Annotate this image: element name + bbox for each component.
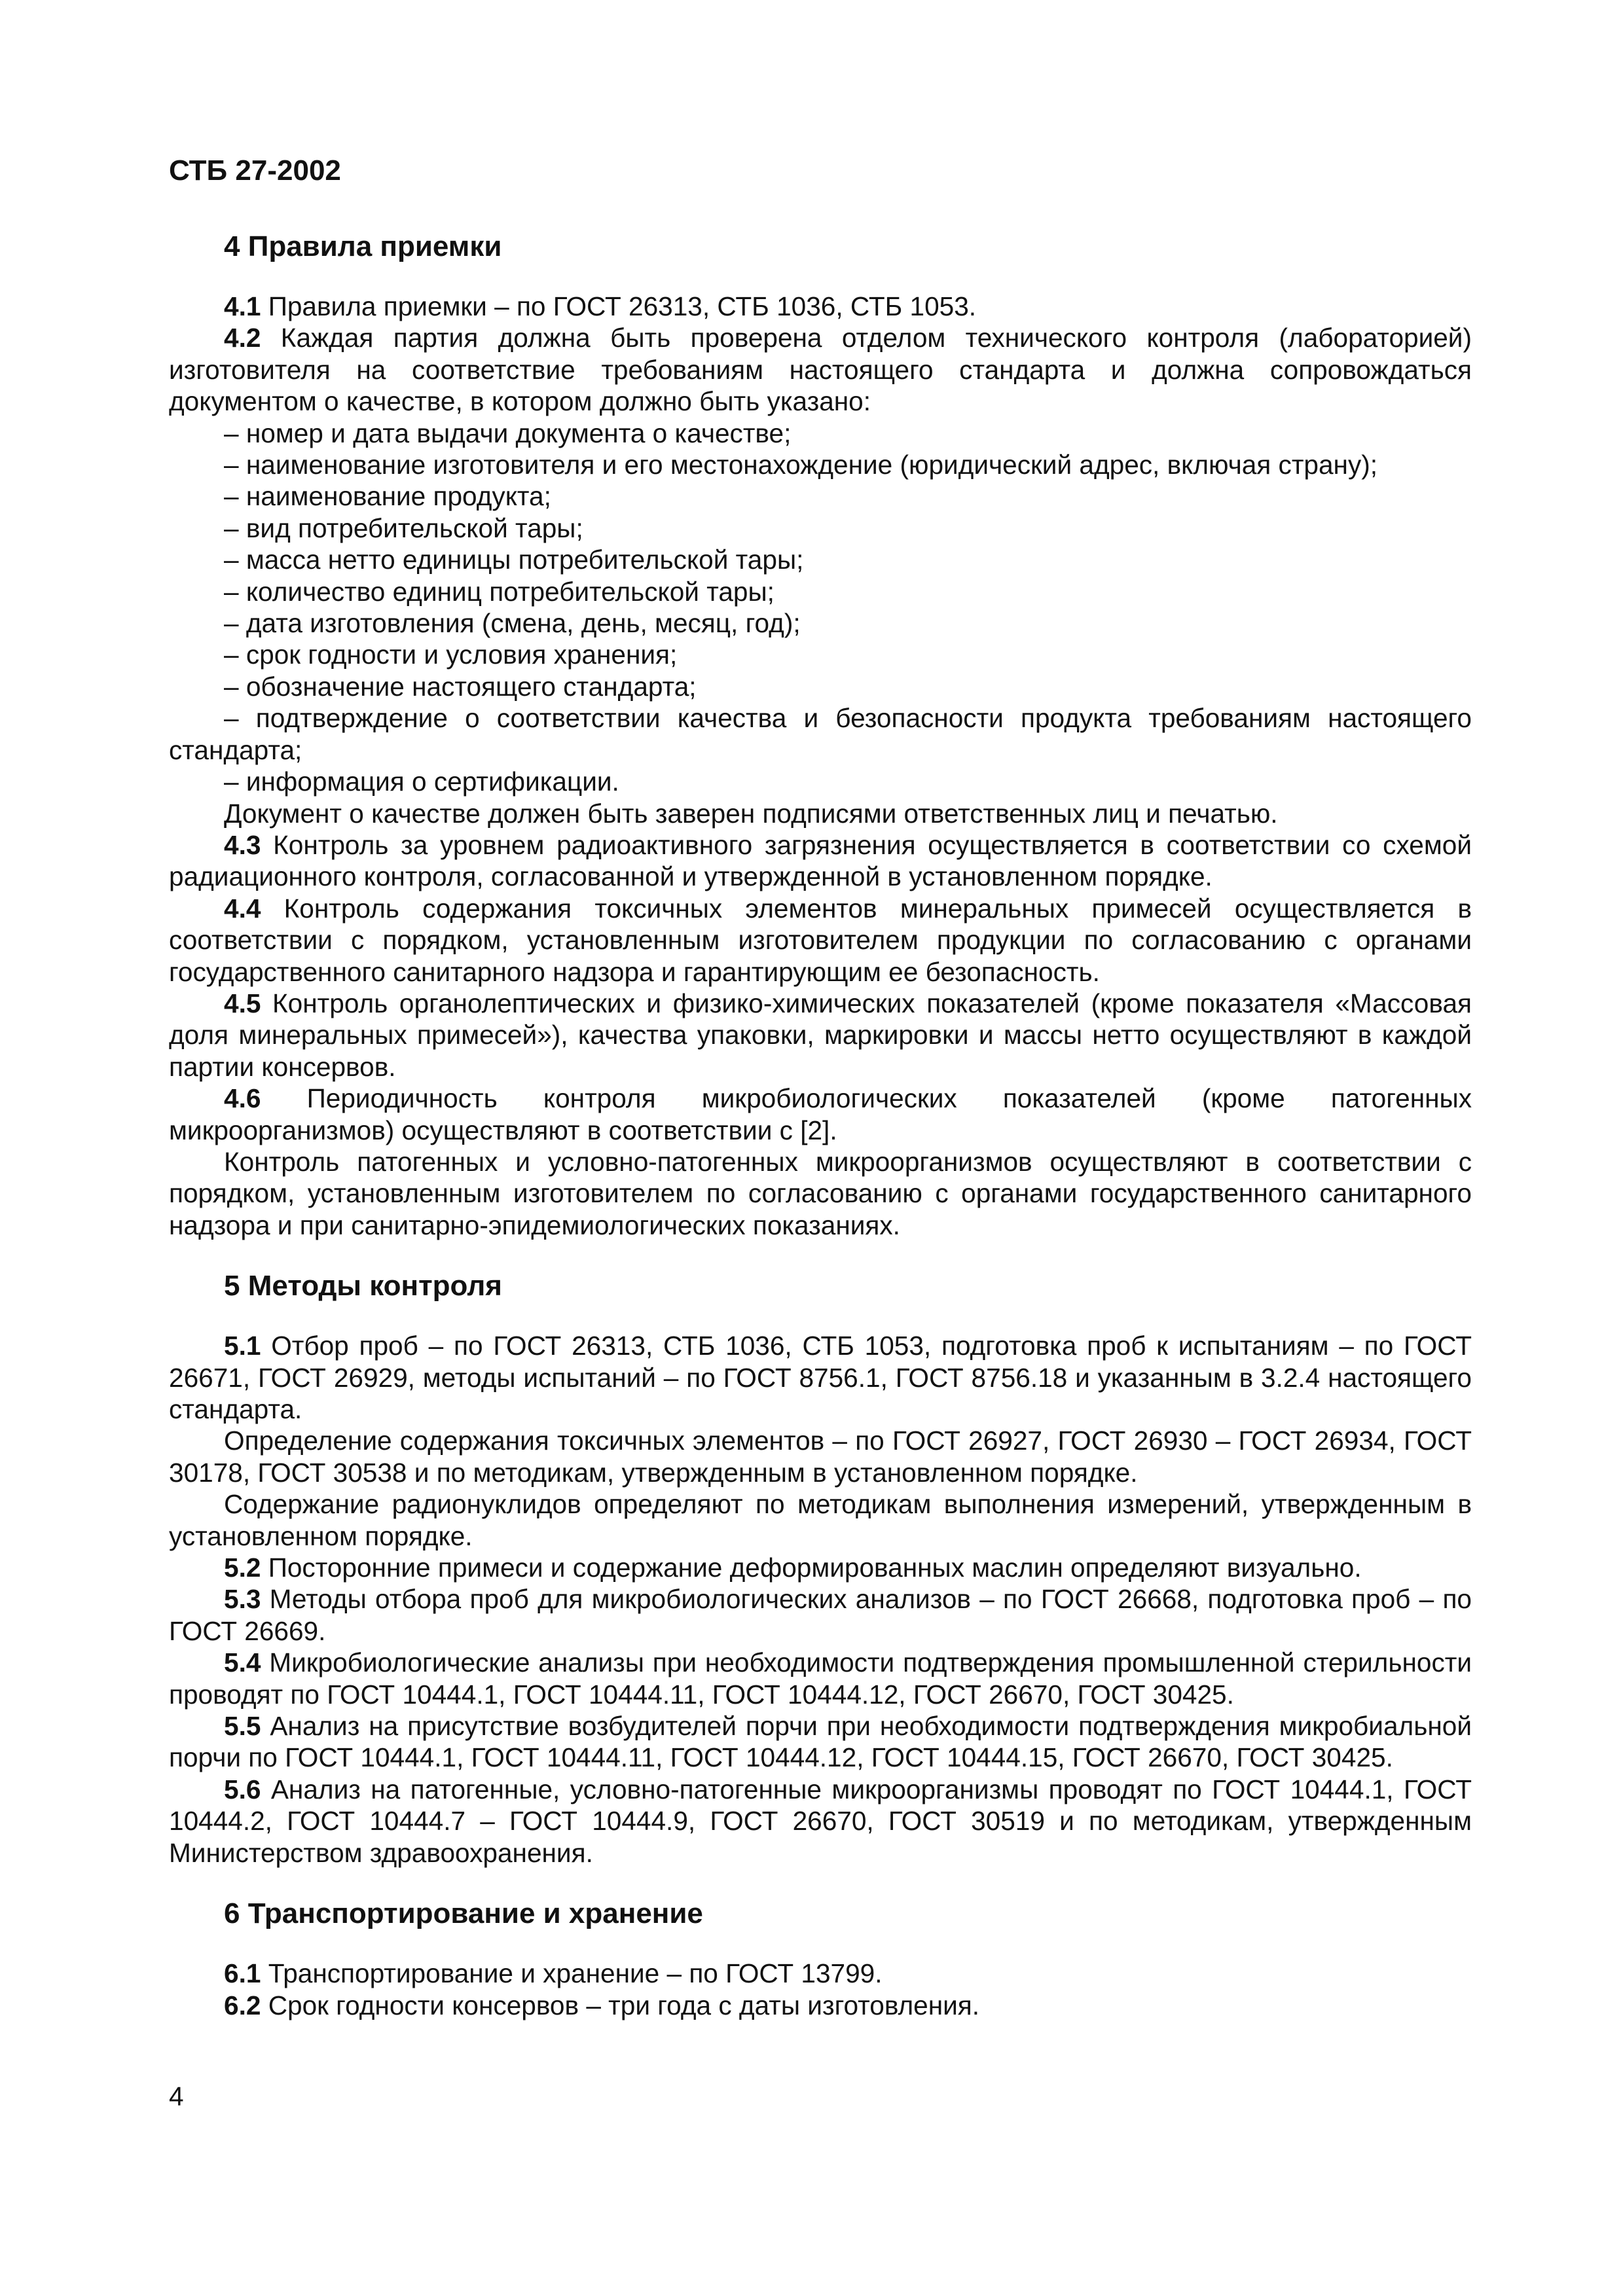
list-item: – наименование изготовителя и его местонахождение (юридический адрес, включая страну); <box>224 450 1378 480</box>
clause-5-6 <box>169 1774 1472 1869</box>
clause-6-1 <box>169 1958 1472 1989</box>
clause-number: 5.6 <box>224 1774 261 1804</box>
clause-6-2 <box>169 1990 1472 2021</box>
document-body <box>169 229 1472 2021</box>
list-item: – информация о сертификации. <box>224 766 619 797</box>
clause-5-1-radionuclides: Содержание радионуклидов определяют по методикам выполнения измерений, утвержденным в установленном порядке. <box>169 1489 1472 1551</box>
clause-text: Контроль за уровнем радиоактивного загрязнения осуществляется в соответствии со схемой радиационного контроля, согласованной и утвержденной в установленном порядке. <box>169 829 1472 892</box>
clause-number: 6.2 <box>224 1990 261 2020</box>
section-4-heading: 4 Правила приемки <box>224 230 502 262</box>
clause-5-5 <box>169 1710 1472 1774</box>
clause-text: Посторонние примеси и содержание деформированных маслин определяют визуально. <box>261 1552 1362 1583</box>
clause-text: Микробиологические анализы при необходимости подтверждения промышленной стерильности проводят по ГОСТ 10444.1, ГОСТ 10444.11, ГОСТ 10444.12, ГОСТ 26670, ГОСТ 30425. <box>169 1647 1472 1710</box>
quality-document-note: Документ о качестве должен быть заверен подписями ответственных лиц и печатью. <box>224 798 1278 829</box>
clause-4-3 <box>169 829 1472 893</box>
clause-4-6 <box>169 1083 1472 1146</box>
clause-4-5 <box>169 988 1472 1083</box>
clause-number: 4.1 <box>224 291 261 321</box>
list-item: – подтверждение о соответствии качества и безопасности продукта требованиям настоящего стандарта; <box>169 703 1472 765</box>
clause-text: Анализ на присутствие возбудителей порчи при необходимости подтверждения микробиальной порчи по ГОСТ 10444.1, ГОСТ 10444.11, ГОСТ 10444.12, ГОСТ 10444.15, ГОСТ 26670, ГОСТ 30425. <box>169 1711 1472 1773</box>
clause-text: Транспортирование и хранение – по ГОСТ 13799. <box>261 1958 883 1989</box>
list-item: – наименование продукта; <box>224 481 551 512</box>
clause-5-4 <box>169 1647 1472 1710</box>
clause-text: Контроль содержания токсичных элементов минеральных примесей осуществляется в соответствии с порядком, установленным изготовителем продукции по согласованию с органами государственного санитарного надзора и гарантирующим ее безопасность. <box>169 893 1472 987</box>
clause-5-1 <box>169 1330 1472 1425</box>
clause-number: 4.4 <box>224 893 261 924</box>
clause-text: Периодичность контроля микробиологических показателей (кроме патогенных микроорганизмов) осуществляют в соответствии с [2]. <box>169 1083 1472 1145</box>
clause-number: 4.2 <box>224 323 261 353</box>
clause-number: 5.1 <box>224 1331 261 1361</box>
clause-4-1 <box>169 291 1472 322</box>
clause-4-2 <box>169 322 1472 417</box>
clause-4-4 <box>169 893 1472 988</box>
clause-number: 5.3 <box>224 1584 261 1615</box>
section-6-heading: 6 Транспортирование и хранение <box>224 1897 703 1930</box>
document-code: СТБ 27-2002 <box>169 154 341 187</box>
clause-text: Срок годности консервов – три года с даты изготовления. <box>261 1990 980 2020</box>
clause-number: 4.3 <box>224 829 261 860</box>
clause-text: Анализ на патогенные, условно-патогенные микроорганизмы проводят по ГОСТ 10444.1, ГОСТ 10444.2, ГОСТ 10444.7 – ГОСТ 10444.9, ГОСТ 26670, ГОСТ 30519 и по методикам, утвержденным Министерством здравоохранения. <box>169 1774 1472 1868</box>
clause-text: Методы отбора проб для микробиологических анализов – по ГОСТ 26668, подготовка проб – по ГОСТ 26669. <box>169 1584 1472 1646</box>
page-number: 4 <box>169 2081 184 2111</box>
clause-4-6-continued: Контроль патогенных и условно-патогенных микроорганизмов осуществляют в соответствии с порядком, установленным изготовителем по согласованию с органами государственного санитарного надзора и при санитарно-эпидемиологических показаниях. <box>169 1146 1472 1240</box>
clause-text: Каждая партия должна быть проверена отделом технического контроля (лабораторией) изготовителя на соответствие требованиям настоящего стандарта и должна сопровождаться документом о качестве, в котором должно быть указано: <box>169 323 1472 417</box>
clause-5-2 <box>169 1552 1472 1583</box>
clause-text: Правила приемки – по ГОСТ 26313, СТБ 1036, СТБ 1053. <box>261 291 977 321</box>
list-item: – масса нетто единицы потребительской тары; <box>224 545 804 575</box>
list-item: – срок годности и условия хранения; <box>224 639 678 670</box>
list-item: – вид потребительской тары; <box>224 512 583 543</box>
list-item: – дата изготовления (смена, день, месяц, год); <box>224 608 801 639</box>
clause-5-3 <box>169 1583 1472 1647</box>
clause-number: 4.6 <box>224 1083 261 1114</box>
section-5-heading: 5 Методы контроля <box>224 1270 502 1302</box>
clause-number: 5.4 <box>224 1647 261 1678</box>
clause-text: Отбор проб – по ГОСТ 26313, СТБ 1036, СТБ 1053, подготовка проб к испытаниям – по ГОСТ 26671, ГОСТ 26929, методы испытаний – по ГОСТ 8756.1, ГОСТ 8756.18 и указанным в 3.2.4 настоящего стандарта. <box>169 1331 1472 1424</box>
clause-number: 4.5 <box>224 988 261 1018</box>
list-item: – обозначение настоящего стандарта; <box>224 671 697 702</box>
clause-number: 5.2 <box>224 1552 261 1583</box>
clause-number: 6.1 <box>224 1958 261 1989</box>
list-item: – количество единиц потребительской тары; <box>224 576 775 607</box>
clause-text: Контроль органолептических и физико-химических показателей (кроме показателя «Массовая доля минеральных примесей»), качества упаковки, маркировки и массы нетто осуществляют в каждой партии консервов. <box>169 988 1472 1082</box>
clause-5-1-toxic-elements: Определение содержания токсичных элементов – по ГОСТ 26927, ГОСТ 26930 – ГОСТ 26934, ГОСТ 30178, ГОСТ 30538 и по методикам, утвержденным в установленном порядке. <box>169 1426 1472 1488</box>
clause-number: 5.5 <box>224 1711 261 1742</box>
list-item: – номер и дата выдачи документа о качестве; <box>224 418 792 448</box>
